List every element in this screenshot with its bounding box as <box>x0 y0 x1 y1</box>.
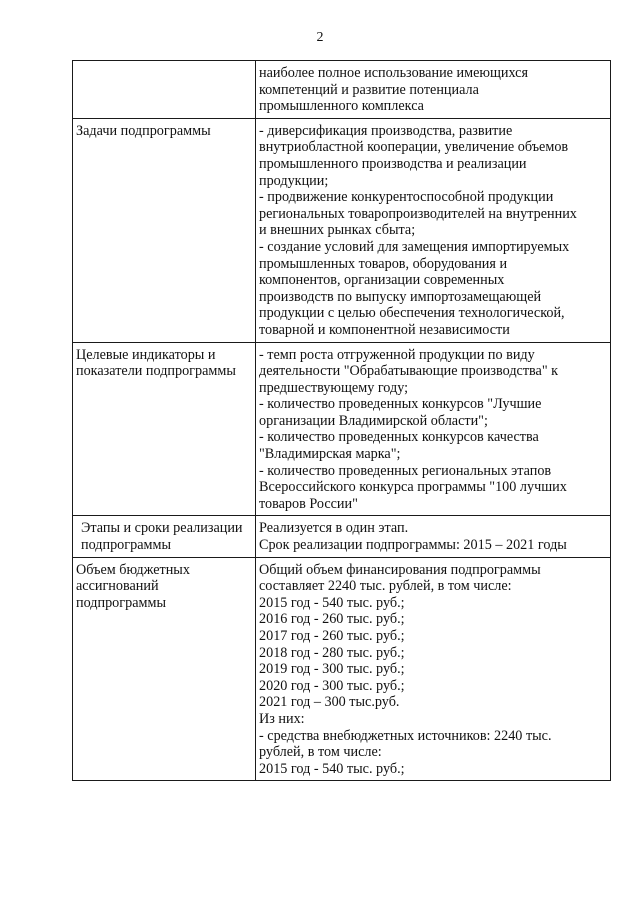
text-line: товарной и компонентной независимости <box>259 321 510 338</box>
text-line: 2015 год - 540 тыс. руб.; <box>259 760 405 777</box>
row-label-empty <box>73 61 256 119</box>
text-line: - продвижение конкурентоспособной продукции <box>259 189 554 206</box>
row-label-indicators <box>73 342 256 516</box>
table-row-budget <box>73 557 611 781</box>
text-line: компонентов, организации современных <box>259 272 505 289</box>
row-content-goal <box>256 61 611 119</box>
label-line: Целевые индикаторы и <box>76 346 216 363</box>
text-line: наиболее полное использование имеющихся <box>259 65 528 81</box>
text-line: продукции с целью обеспечения технологической, <box>259 305 565 322</box>
text-line: компетенций и развитие потенциала <box>259 81 479 98</box>
text-line: Общий объем финансирования подпрограммы <box>259 561 541 578</box>
text-line: - создание условий для замещения импортируемых <box>259 238 570 255</box>
table-row-tasks <box>73 118 611 342</box>
text-line: Срок реализации подпрограммы: 2015 – 2021 годы <box>259 537 567 554</box>
text-line: производств по выпуску импортозамещающей <box>259 288 542 305</box>
text-line: - количество проведенных конкурсов качества <box>259 429 539 446</box>
text-line: предшествующему году; <box>259 379 409 396</box>
text-line: Реализуется в один этап. <box>259 520 409 537</box>
text-line: 2017 год - 260 тыс. руб.; <box>259 628 405 644</box>
text-line: продукции; <box>259 172 329 189</box>
label-line: Этапы и сроки реализации <box>81 520 243 537</box>
text-line: промышленного производства и реализации <box>259 155 527 172</box>
row-label-budget <box>73 557 256 781</box>
subprogram-passport-table <box>72 60 611 781</box>
text-line: региональных товаропроизводителей на внутренних <box>259 205 577 222</box>
text-line: рублей, в том числе: <box>259 744 382 761</box>
table-row-indicators <box>73 342 611 516</box>
text-line: промышленного комплекса <box>259 98 424 115</box>
text-line: товаров России" <box>259 495 358 512</box>
text-line: 2020 год - 300 тыс. руб.; <box>259 677 405 694</box>
label-line: подпрограммы <box>76 594 166 611</box>
text-line: 2015 год - 540 тыс. руб.; <box>259 594 405 611</box>
text-line: Всероссийского конкурса программы "100 лучших <box>259 479 567 496</box>
text-line: организации Владимирской области"; <box>259 412 488 429</box>
text-line: - количество проведенных конкурсов "Лучшие <box>259 396 542 413</box>
page-number: 2 <box>316 30 324 45</box>
text-line: - средства внебюджетных источников: 2240 тыс. <box>259 727 552 744</box>
row-label-stages <box>73 516 256 557</box>
text-line: 2021 год – 300 тыс.руб. <box>259 694 400 711</box>
text-line: - темп роста отгруженной продукции по виду <box>259 346 535 363</box>
table-row-goal-continuation <box>73 61 611 119</box>
text-line: внутриобластной кооперации, увеличение объемов <box>259 139 569 156</box>
text-line: деятельности "Обрабатывающие производства" к <box>259 363 559 380</box>
text-line: Из них: <box>259 710 305 727</box>
row-label-tasks <box>73 118 256 342</box>
text-line: - количество проведенных региональных этапов <box>259 462 552 479</box>
text-line: и внешних рынках сбыта; <box>259 222 416 239</box>
label-line: показатели подпрограммы <box>76 363 236 380</box>
label-line: подпрограммы <box>81 537 171 554</box>
label-line: Задачи подпрограммы <box>76 122 211 139</box>
label-line: ассигнований <box>76 578 159 595</box>
text-line: промышленных товаров, оборудования и <box>259 255 508 272</box>
text-line: составляет 2240 тыс. рублей, в том числе: <box>259 578 512 595</box>
row-content-stages <box>256 516 611 557</box>
text-line: 2016 год - 260 тыс. руб.; <box>259 611 405 628</box>
label-line: Объем бюджетных <box>76 561 190 578</box>
text-line: "Владимирская марка"; <box>259 446 401 463</box>
table-row-stages <box>73 516 611 557</box>
text-line: 2019 год - 300 тыс. руб.; <box>259 661 405 678</box>
row-content-budget <box>256 557 611 781</box>
row-content-tasks <box>256 118 611 342</box>
text-line: 2018 год - 280 тыс. руб.; <box>259 644 405 661</box>
row-content-indicators <box>256 342 611 516</box>
text-line: - диверсификация производства, развитие <box>259 122 513 139</box>
